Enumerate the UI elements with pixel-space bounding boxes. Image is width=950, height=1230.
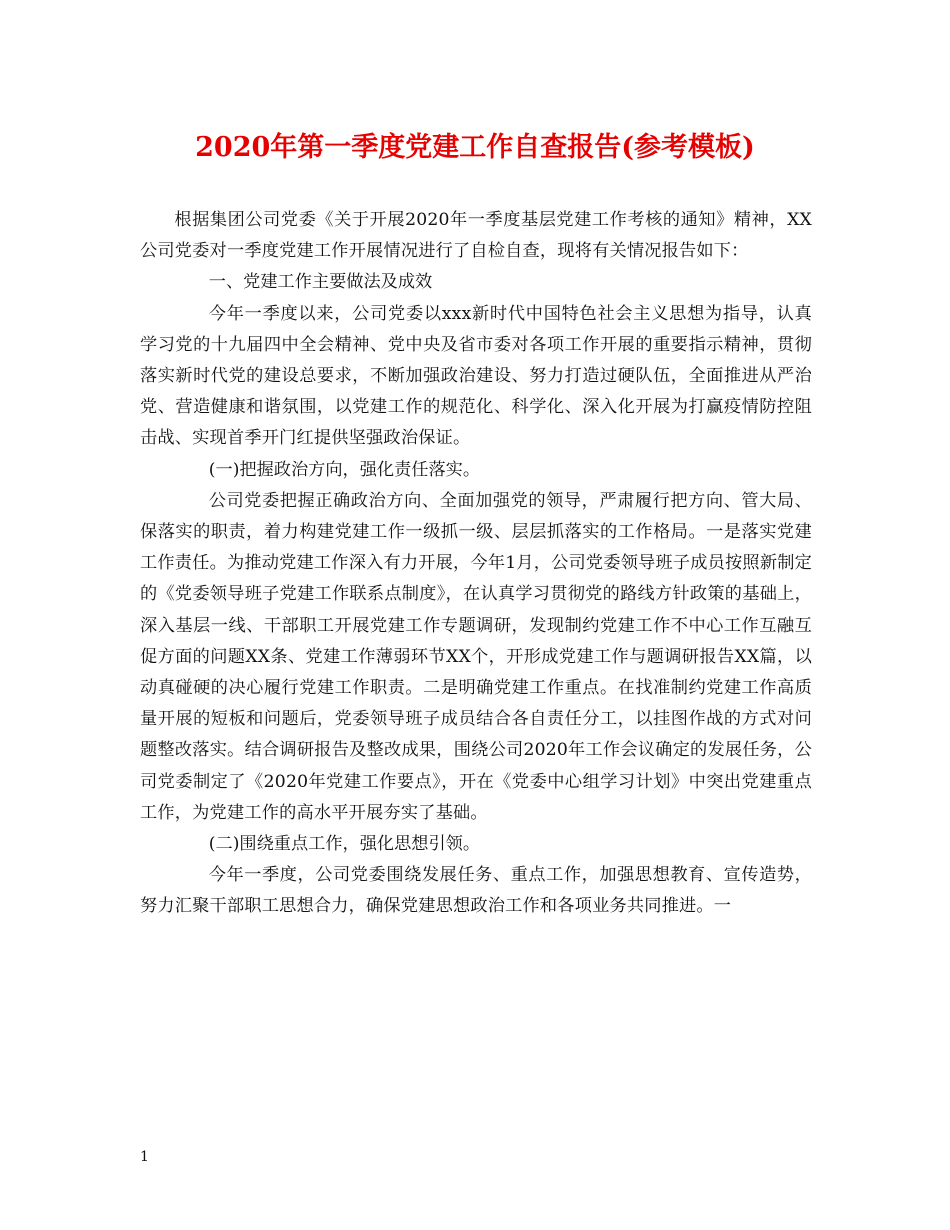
body-paragraph: 今年一季度以来，公司党委以xxx新时代中国特色社会主义思想为指导，认真学习党的十九届四中全会精神、党中央及省市委对各项工作开展的重要指示精神，贯彻落实新时代党的建设总要求，不断加强政治建设、努力打造过硬队伍，全面推进从严治党、营造健康和谐氛围，以党建工作的规范化、科学化、深入化开展为打赢疫情防控阻击战、实现首季开门红提供坚强政治保证。 (140, 303, 812, 449)
document-title: 2020年第一季度党建工作自查报告(参考模板) (195, 132, 755, 163)
page-number: 1 (140, 1149, 149, 1165)
body-paragraph: 公司党委把握正确政治方向、全面加强党的领导，严肃履行把方向、管大局、保落实的职责，着力构建党建工作一级抓一级、层层抓落实的工作格局。一是落实党建工作责任。为推动党建工作深入有力开展，今年1月，公司党委领导班子成员按照新制定的《党委领导班子党建工作联系点制度》，在认真学习贯彻党的路线方针政策的基础上，深入基层一线、干部职工开展党建工作专题调研，发现制约党建工作不中心工作互融互促方面的问题XX条、党建工作薄弱环节XX个，开形成党建工作与题调研报告XX篇，以动真碰硬的决心履行党建工作职责。二是明确党建工作重点。在找准制约党建工作高质量开展的短板和问题后，党委领导班子成员结合各自责任分工，以挂图作战的方式对问题整改落实。结合调研报告及整改成果，围绕公司2020年工作会议确定的发展任务，公司党委制定了《2020年党建工作要点》，开在《党委中心组学习计划》中突出党建重点工作，为党建工作的高水平开展夯实了基础。 (140, 490, 812, 823)
section-heading: 一、党建工作主要做法及成效 (208, 272, 433, 293)
document-body (140, 205, 812, 923)
subsection-heading: (一)把握政治方向，强化责任落实。 (208, 459, 481, 480)
subsection-heading: (二)围绕重点工作，强化思想引领。 (208, 834, 481, 855)
body-paragraph: 今年一季度，公司党委围绕发展任务、重点工作，加强思想教育、宣传造势，努力汇聚干部职工思想合力，确保党建思想政治工作和各项业务共同推进。一 (140, 865, 812, 917)
intro-paragraph: 根据集团公司党委《关于开展2020年一季度基层党建工作考核的通知》精神，XX公司党委对一季度党建工作开展情况进行了自检自查，现将有关情况报告如下： (140, 210, 812, 262)
